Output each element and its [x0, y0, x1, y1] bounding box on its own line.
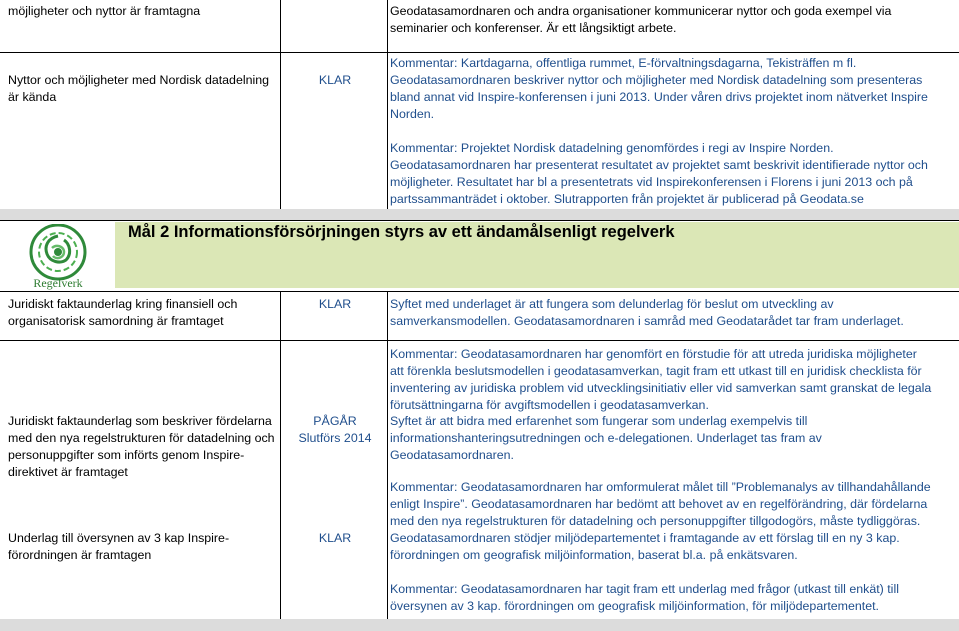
row-divider-goal-top [0, 220, 959, 221]
comment-label: Kommentar [390, 480, 455, 494]
logo-label: Regelverk [33, 276, 83, 290]
comment-label: Kommentar: [390, 582, 458, 596]
row-5-criterion: Underlag till översynen av 3 kap Inspire- förordningen är framtagen [8, 531, 230, 562]
text-line: Geodatasamordnaren och andra organisationer kommunicerar nyttor och goda exempel via [390, 4, 892, 18]
row-3-status: KLAR [318, 297, 352, 311]
bottom-separator-bar [0, 619, 959, 631]
row-1-description [390, 3, 956, 37]
row-3-criterion: Juridiskt faktaunderlag kring finansiell och organisatorisk samordning är framtaget [8, 297, 238, 328]
row-2-criterion: Nyttor och möjligheter med Nordisk datadelning är kända [8, 73, 270, 104]
row-5-description: Geodatasamordnaren stödjer miljödepartementet i framtagande av ett förslag till en ny 3 kap. förordningen om geografisk miljöinformation, baserat bl.a. på enkätsvaren. [390, 531, 900, 562]
row-divider-goal-bottom [0, 291, 959, 292]
row-4-status: PÅGÅR Slutförs 2014 [298, 414, 372, 445]
row-1-criterion: möjligheter och nyttor är framtagna [8, 4, 201, 18]
column-divider-2 [387, 0, 388, 211]
row-4-description: Syftet är att bidra med erfarenhet som fungerar som underlag exempelvis till informationshanteringsutredningen och e-delegationen. Underlaget tas fram av Geodatasamordnaren. [390, 414, 822, 462]
row-4-comment: Kommentar: Geodatasamordnaren har genomfört en förstudie för att utreda juridiska möjligheter att förenkla beslutsmodellen i geodatasamverkan, tagit fram ett utkast till en juridisk checklista för inventering av juridiska problem vid utvecklingsinitiativ eller vid samverkan samt granskat de legala förutsättningarna för avgiftsmodellen i geodatasamverkan. [390, 347, 932, 412]
goal-title: Mål 2 Informationsförsörjningen styrs av ett ändamålsenligt regelverk [128, 223, 675, 241]
row-2-description: Geodatasamordnaren beskriver nyttor och möjligheter med Nordisk datadelning som presenteras bland annat vid Inspire-konferensen i juni 2013. Under våren drivs projektet inom nätverket Inspire Norden. [390, 73, 928, 121]
row-5-status: KLAR [318, 531, 352, 545]
row-5-comment: Kommentar: Geodatasamordnaren har tagit fram ett underlag med frågor (utkast till enkät) till översynen av 3 kap. förordningen om geografisk miljöinformation, för miljödepartementet. [390, 582, 899, 613]
row-4-criterion: Juridiskt faktaunderlag som beskriver fördelarna med den nya regelstrukturen för datadelning och personuppgifter som införts genom Inspire- direktivet är framtaget [8, 414, 275, 479]
row-divider-1 [0, 52, 959, 53]
column-divider-4 [387, 291, 388, 631]
section-separator-bar [0, 209, 959, 220]
comment-label: Kommentar: [390, 56, 458, 70]
row-divider-2 [0, 340, 959, 341]
comment-label: Kommentar: [390, 347, 458, 361]
row-4-comment-2: Kommentar: Geodatasamordnaren har omformulerat målet till ”Problemanalys av tillhandahållande enligt Inspire”. Geodatasamordnaren har bedömt att behovet av en regelförändring, där fördelarna med den nya regelstrukturen för datadelning och personuppgifter tillgodogörs, måste tydliggöras. [390, 480, 931, 528]
comment-label: Kommentar: [390, 141, 458, 155]
row-2-comment: Kommentar: Kartdagarna, offentliga rummet, E-förvaltningsdagarna, Tekisträffen m fl. [390, 56, 857, 70]
row-3-description: Syftet med underlaget är att fungera som delunderlag för beslut om utveckling av samverkansmodellen. Geodatasamordnaren i samråd med Geodatarådet tar fram underlaget. [390, 297, 904, 328]
text-line: seminarier och konferenser. Är ett långsiktigt arbete. [390, 21, 677, 35]
row-2-status: KLAR [318, 73, 352, 87]
row-2-comment-2: Kommentar: Projektet Nordisk datadelning genomfördes i regi av Inspire Norden. Geodatasamordnaren har presenterat resultatet av projektet samt beskrivit identifierade nyttor och möjligheter. Resultatet har bl a presentetrats vid Inspirekonferensen i Florens i juni 2013 och på partssammanträdet i oktober. Slutrapporten från projektet är publicerad på Geodata.se [390, 141, 928, 206]
column-divider-1 [280, 0, 281, 211]
